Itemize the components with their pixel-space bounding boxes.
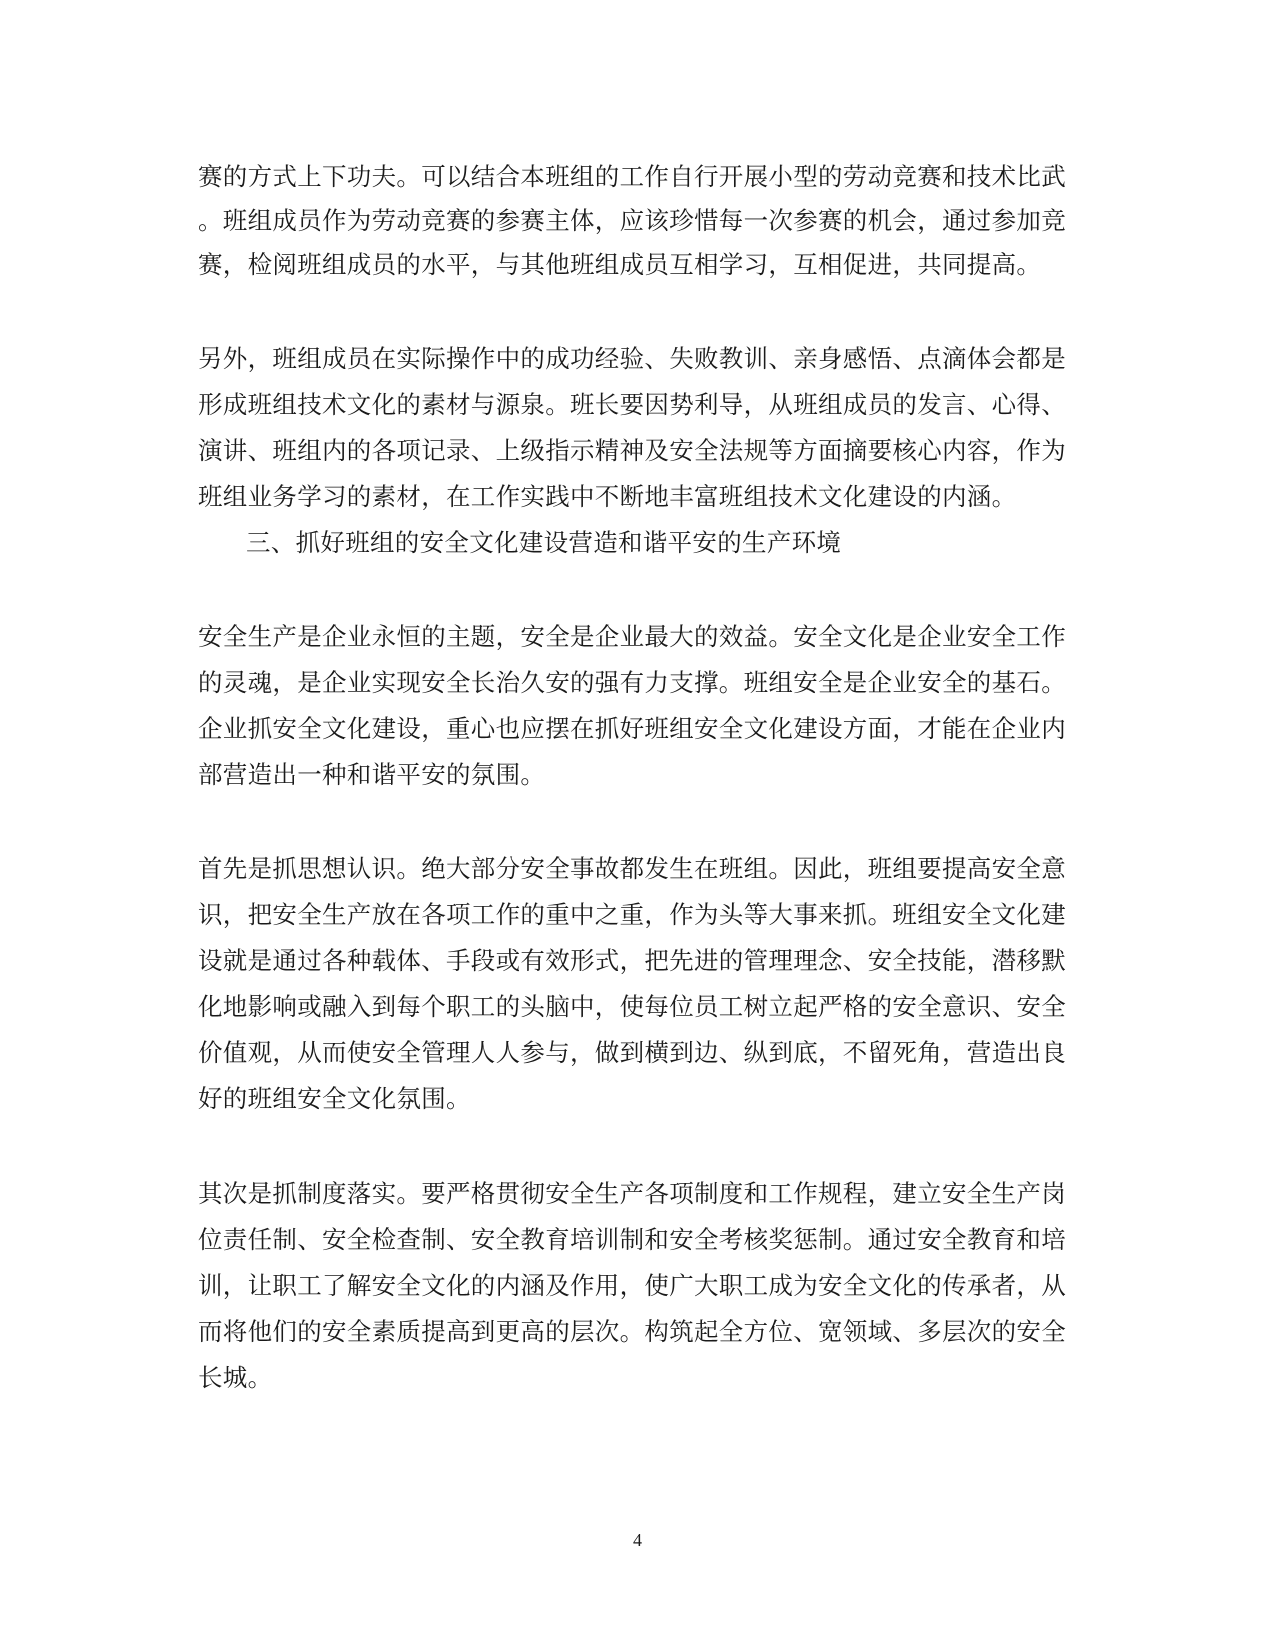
text-line: 价值观，从而使安全管理人人参与，做到横到边、纵到底，不留死角，营造出良 (198, 1038, 1066, 1067)
text-line: 的灵魂，是企业实现安全长治久安的强有力支撑。班组安全是企业安全的基石。 (198, 668, 1066, 697)
text-line: 好的班组安全文化氛围。 (198, 1084, 471, 1113)
text-line: 班组业务学习的素材，在工作实践中不断地丰富班组技术文化建设的内涵。 (198, 482, 1017, 511)
text-line: 。班组成员作为劳动竞赛的参赛主体，应该珍惜每一次参赛的机会，通过参加竞 (198, 206, 1066, 235)
text-line: 而将他们的安全素质提高到更高的层次。构筑起全方位、宽领域、多层次的安全 (198, 1317, 1066, 1346)
text-line: 安全生产是企业永恒的主题，安全是企业最大的效益。安全文化是企业安全工作 (198, 622, 1066, 651)
text-line: 赛的方式上下功夫。可以结合本班组的工作自行开展小型的劳动竞赛和技术比武 (198, 162, 1066, 191)
text-line: 其次是抓制度落实。要严格贯彻安全生产各项制度和工作规程，建立安全生产岗 (198, 1179, 1066, 1208)
text-line: 位责任制、安全检查制、安全教育培训制和安全考核奖惩制。通过安全教育和培 (198, 1225, 1066, 1254)
text-line: 形成班组技术文化的素材与源泉。班长要因势利导，从班组成员的发言、心得、 (198, 390, 1066, 419)
page-number: 4 (633, 1530, 642, 1550)
text-line: 首先是抓思想认识。绝大部分安全事故都发生在班组。因此，班组要提高安全意 (198, 854, 1066, 883)
text-line: 设就是通过各种载体、手段或有效形式，把先进的管理理念、安全技能，潜移默 (198, 946, 1066, 975)
text-line: 训，让职工了解安全文化的内涵及作用，使广大职工成为安全文化的传承者，从 (198, 1271, 1066, 1300)
text-line: 识，把安全生产放在各项工作的重中之重，作为头等大事来抓。班组安全文化建 (198, 900, 1066, 929)
section-heading: 三、抓好班组的安全文化建设营造和谐平安的生产环境 (246, 528, 842, 557)
text-line: 赛，检阅班组成员的水平，与其他班组成员互相学习，互相促进，共同提高。 (198, 250, 1042, 279)
text-line: 长城。 (198, 1363, 273, 1392)
text-line: 部营造出一种和谐平安的氛围。 (198, 760, 546, 789)
text-line: 企业抓安全文化建设，重心也应摆在抓好班组安全文化建设方面，才能在企业内 (198, 714, 1066, 743)
text-line: 演讲、班组内的各项记录、上级指示精神及安全法规等方面摘要核心内容，作为 (198, 436, 1066, 465)
text-line: 另外，班组成员在实际操作中的成功经验、失败教训、亲身感悟、点滴体会都是 (198, 344, 1066, 373)
text-line: 化地影响或融入到每个职工的头脑中，使每位员工树立起严格的安全意识、安全 (198, 992, 1066, 1021)
